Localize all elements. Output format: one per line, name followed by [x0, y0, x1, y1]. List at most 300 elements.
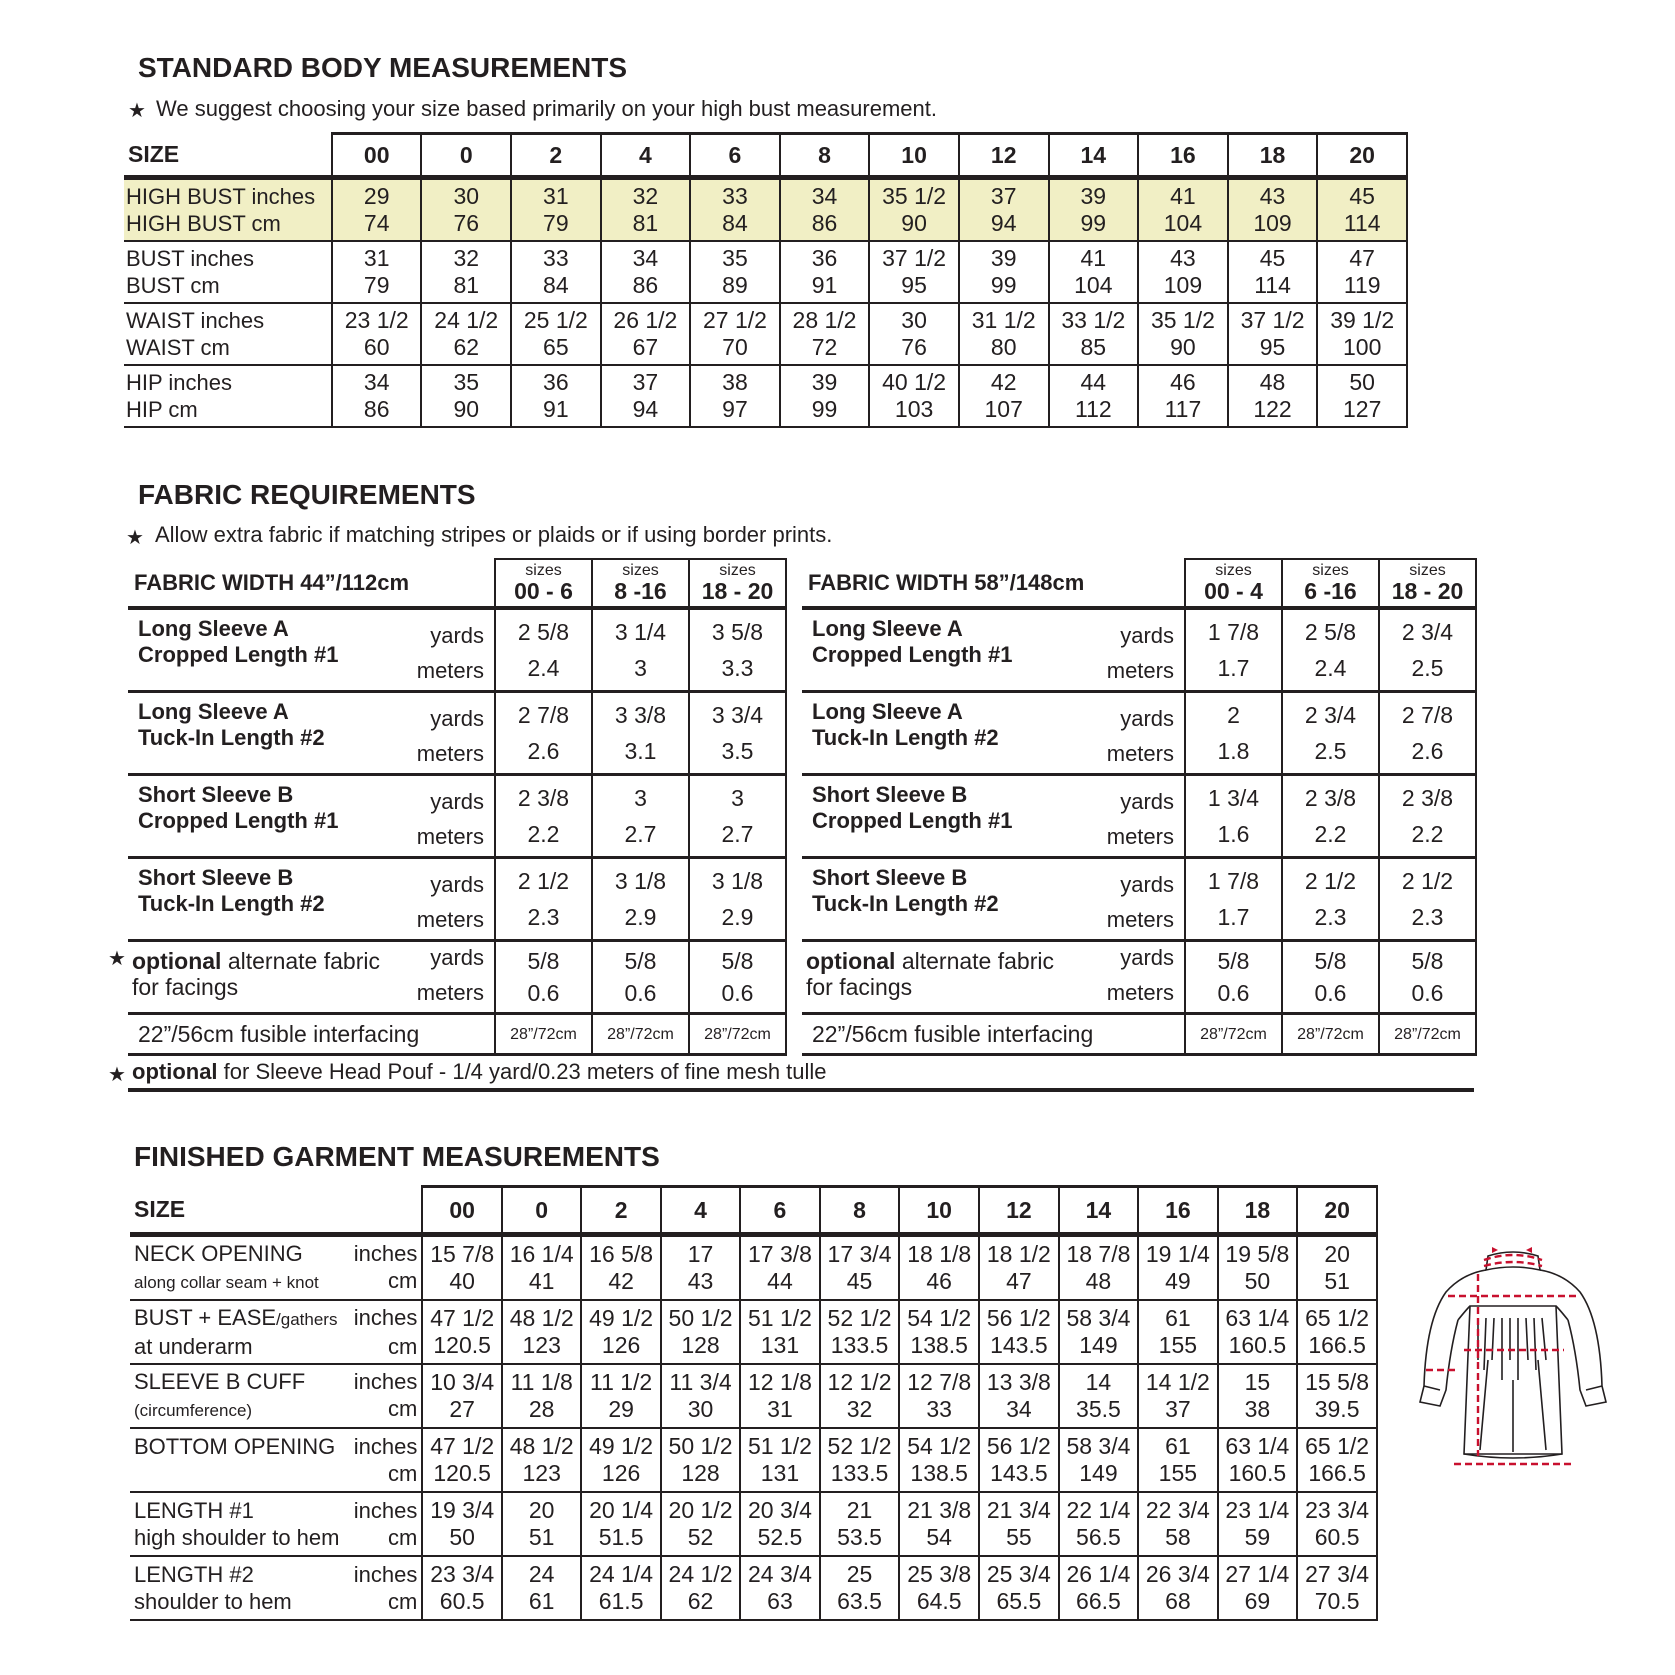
fabric-cell — [495, 941, 592, 1014]
table-cell — [332, 365, 422, 427]
star-icon: ★ — [108, 948, 126, 970]
value-inches: 24 3/4 — [747, 1561, 812, 1587]
value-inches: 51 1/2 — [747, 1305, 812, 1331]
value-cm: 97 — [722, 396, 748, 422]
optional-line1 — [132, 948, 380, 974]
value-cm: 138.5 — [910, 1460, 968, 1486]
row-label-cm: HIGH BUST cm — [126, 211, 281, 236]
table-cell — [690, 241, 780, 303]
fabric-table-44 — [128, 558, 787, 1056]
value-cm: 59 — [1244, 1524, 1271, 1550]
interfacing-value: 28”/72cm — [689, 1014, 786, 1055]
value-inches: 22 3/4 — [1145, 1497, 1210, 1523]
value-inches: 23 1/2 — [344, 307, 409, 333]
table-cell — [690, 365, 780, 427]
size-label: SIZE — [130, 1187, 422, 1235]
size-range-header — [1379, 559, 1476, 608]
value-meters: 2.3 — [1314, 904, 1347, 930]
row-label — [124, 365, 332, 427]
optional-bold: optional — [132, 948, 222, 974]
table-cell — [1297, 1300, 1377, 1364]
value-yards: 1 3/4 — [1207, 785, 1260, 811]
value-inches: 39 — [990, 245, 1017, 271]
table-cell — [421, 241, 511, 303]
value-meters: 2.6 — [1411, 738, 1444, 764]
size-header: 2 — [581, 1187, 660, 1235]
value-yards: 5/8 — [1314, 948, 1347, 974]
view-name — [138, 699, 325, 751]
table-cell — [1218, 1235, 1298, 1301]
value-cm: 65.5 — [996, 1588, 1042, 1614]
table-cell — [1138, 365, 1228, 427]
value-inches: 17 — [687, 1241, 714, 1267]
unit-yards: yards — [430, 623, 484, 648]
value-cm: 29 — [608, 1396, 634, 1422]
value-meters: 2.2 — [1314, 821, 1347, 847]
value-inches: 37 1/2 — [882, 245, 947, 271]
value-cm: 155 — [1158, 1332, 1198, 1358]
value-cm: 91 — [811, 272, 838, 298]
value-inches: 33 1/2 — [1061, 307, 1126, 333]
value-cm: 99 — [990, 272, 1017, 298]
value-cm: 55 — [1006, 1524, 1032, 1550]
unit-meters: meters — [416, 907, 484, 932]
table-cell — [740, 1556, 819, 1620]
value-cm: 46 — [926, 1268, 952, 1294]
row-label-main: BOTTOM OPENING — [134, 1434, 336, 1459]
sizes-word: sizes — [1215, 562, 1252, 579]
fabric-cell — [495, 858, 592, 941]
value-cm: 112 — [1074, 396, 1112, 422]
value-cm: 61 — [528, 1588, 555, 1614]
fabric-cell — [495, 692, 592, 775]
fabric-cell — [689, 858, 786, 941]
table-cell — [1059, 1235, 1138, 1301]
value-inches: 31 — [363, 245, 390, 271]
value-inches: 15 — [1244, 1369, 1271, 1395]
size-header: 14 — [1049, 134, 1139, 178]
value-meters: 2.7 — [624, 821, 657, 847]
finished-garment-measurements-table — [130, 1185, 1378, 1621]
value-cm: 79 — [363, 272, 390, 298]
size-header: 20 — [1297, 1187, 1377, 1235]
value-cm: 60.5 — [439, 1588, 485, 1614]
table-cell — [422, 1492, 502, 1556]
value-meters: 0.6 — [527, 980, 560, 1006]
value-yards: 2 3/4 — [1401, 619, 1454, 645]
fabric-row-label — [802, 692, 1185, 775]
sbm-header-row — [124, 134, 1407, 178]
value-inches: 48 — [1259, 369, 1286, 395]
table-cell — [780, 365, 870, 427]
view-name — [812, 782, 1012, 834]
table-cell — [1297, 1428, 1377, 1492]
table-cell — [502, 1556, 581, 1620]
table-cell — [601, 303, 691, 365]
value-inches: 34 — [632, 245, 659, 271]
value-inches: 24 1/4 — [589, 1561, 654, 1587]
value-inches: 39 — [1080, 183, 1107, 209]
optional-label — [802, 941, 1185, 1014]
value-meters: 1.7 — [1217, 655, 1250, 681]
value-cm: 166.5 — [1308, 1332, 1366, 1358]
table-cell — [1218, 1364, 1298, 1428]
value-inches: 23 1/4 — [1225, 1497, 1290, 1523]
value-inches: 39 1/2 — [1330, 307, 1395, 333]
value-cm: 138.5 — [910, 1332, 968, 1358]
value-inches: 63 1/4 — [1225, 1305, 1290, 1331]
fabric-cell — [1379, 941, 1476, 1014]
fabric-cell — [495, 608, 592, 692]
value-inches: 56 1/2 — [986, 1305, 1051, 1331]
view-length: Cropped Length #1 — [138, 808, 339, 833]
size-range: 00 - 6 — [514, 578, 573, 604]
value-cm: 39.5 — [1314, 1396, 1360, 1422]
size-header: 14 — [1059, 1187, 1138, 1235]
value-inches: 19 3/4 — [430, 1497, 495, 1523]
value-inches: 27 3/4 — [1305, 1561, 1370, 1587]
value-cm: 149 — [1079, 1332, 1118, 1358]
value-inches: 14 — [1085, 1369, 1112, 1395]
value-yards: 3 5/8 — [711, 619, 764, 645]
view-sleeve: Long Sleeve A — [138, 699, 289, 724]
value-inches: 46 — [1170, 369, 1196, 395]
value-yards: 3 — [731, 785, 744, 811]
view-length: Cropped Length #1 — [812, 642, 1013, 667]
value-inches: 18 1/8 — [907, 1241, 972, 1267]
table-cell — [1297, 1235, 1377, 1301]
view-sleeve: Short Sleeve B — [812, 865, 968, 890]
unit-cm: cm — [388, 1589, 418, 1614]
fabric-cell — [1379, 692, 1476, 775]
table-cell — [1138, 178, 1228, 242]
sizes-word: sizes — [622, 562, 659, 579]
table-cell — [740, 1364, 819, 1428]
size-header: 10 — [869, 134, 959, 178]
interfacing-value: 28”/72cm — [1185, 1014, 1282, 1055]
standard-body-measurements-table — [124, 132, 1408, 428]
table-cell — [690, 178, 780, 242]
table-cell — [959, 178, 1049, 242]
size-header: 2 — [511, 134, 601, 178]
value-inches: 37 — [990, 183, 1017, 209]
interfacing-value: 28”/72cm — [1282, 1014, 1379, 1055]
value-cm: 49 — [1165, 1268, 1191, 1294]
value-meters: 0.6 — [1217, 980, 1250, 1006]
table-cell — [1059, 1492, 1138, 1556]
table-cell — [661, 1492, 740, 1556]
value-cm: 90 — [453, 396, 480, 422]
table-cell — [661, 1428, 740, 1492]
table-row — [124, 178, 1407, 242]
value-inches: 11 3/4 — [669, 1369, 732, 1395]
table-cell — [1138, 1428, 1217, 1492]
table-cell — [421, 303, 511, 365]
value-yards: 3 — [634, 785, 647, 811]
value-yards: 2 3/8 — [1401, 785, 1454, 811]
row-label-inches: WAIST inches — [126, 308, 265, 333]
size-header: 16 — [1138, 134, 1228, 178]
table-row — [130, 1428, 1377, 1492]
value-cm: 64.5 — [916, 1588, 962, 1614]
value-cm: 84 — [543, 272, 569, 298]
value-cm: 114 — [1254, 272, 1291, 298]
fabric-cell — [1379, 608, 1476, 692]
value-inches: 17 3/8 — [747, 1241, 812, 1267]
view-name — [138, 616, 338, 668]
table-row — [130, 1364, 1377, 1428]
value-cm: 51 — [1324, 1268, 1350, 1294]
value-inches: 11 1/2 — [589, 1369, 653, 1395]
value-inches: 18 7/8 — [1066, 1241, 1131, 1267]
table-cell — [1228, 303, 1318, 365]
value-inches: 11 1/8 — [510, 1369, 573, 1395]
fabric-row-label — [802, 858, 1185, 941]
size-header: 0 — [502, 1187, 581, 1235]
table-cell — [581, 1428, 660, 1492]
table-cell — [780, 178, 870, 242]
fabric-row — [128, 608, 786, 692]
row-label-main: BUST + EASE — [134, 1305, 277, 1330]
row-label-line2 — [134, 1524, 421, 1551]
value-cm: 131 — [760, 1460, 800, 1486]
fabric-cell — [1185, 941, 1282, 1014]
size-header: 00 — [332, 134, 422, 178]
unit-inches: inches — [353, 1369, 418, 1394]
value-inches: 22 1/4 — [1066, 1497, 1131, 1523]
value-inches: 20 3/4 — [747, 1497, 812, 1523]
fabric-row-label — [802, 775, 1185, 858]
value-inches: 31 1/2 — [971, 307, 1036, 333]
value-cm: 94 — [990, 210, 1017, 236]
value-yards: 3 1/8 — [711, 868, 764, 894]
fabric-cell — [689, 775, 786, 858]
value-meters: 0.6 — [624, 980, 657, 1006]
row-label-main: SLEEVE B CUFF — [134, 1369, 306, 1394]
value-cm: 160.5 — [1228, 1460, 1287, 1486]
sizes-word: sizes — [525, 562, 562, 579]
size-header: 8 — [820, 1187, 900, 1235]
value-cm: 35.5 — [1076, 1396, 1121, 1422]
interfacing-value: 28”/72cm — [592, 1014, 689, 1055]
value-inches: 25 — [846, 1561, 873, 1587]
table-cell — [1228, 241, 1318, 303]
value-cm: 34 — [1006, 1396, 1032, 1422]
unit-yards: yards — [1120, 872, 1174, 897]
row-label-line1 — [134, 1433, 421, 1460]
table-cell — [1138, 241, 1228, 303]
value-cm: 45 — [846, 1268, 873, 1294]
value-inches: 12 1/8 — [747, 1369, 812, 1395]
fabric-title: FABRIC REQUIREMENTS — [138, 479, 476, 510]
table-cell — [740, 1235, 819, 1301]
unit-yards: yards — [430, 706, 484, 731]
table-cell — [1049, 365, 1139, 427]
value-cm: 31 — [767, 1396, 793, 1422]
value-inches: 23 3/4 — [1305, 1497, 1370, 1523]
table-row — [130, 1235, 1377, 1301]
table-cell — [422, 1300, 502, 1364]
value-cm: 51.5 — [598, 1524, 644, 1550]
size-header: 12 — [959, 134, 1049, 178]
row-label-cm: BUST cm — [126, 273, 220, 298]
value-cm: 100 — [1342, 334, 1382, 360]
fabric-cell — [1282, 858, 1379, 941]
table-cell — [661, 1556, 740, 1620]
row-label-desc: along collar seam + knot — [134, 1273, 319, 1292]
value-inches: 17 3/4 — [827, 1241, 892, 1267]
row-label-main: LENGTH #1 — [134, 1498, 254, 1523]
fabric-cell — [689, 608, 786, 692]
value-inches: 58 3/4 — [1066, 1305, 1131, 1331]
optional-line2: for facings — [132, 974, 239, 1000]
fabric-width-header: FABRIC WIDTH 58”/148cm — [802, 559, 1185, 608]
fabric-cell — [689, 692, 786, 775]
fabric-row — [802, 858, 1476, 941]
tulle-note — [128, 1052, 1474, 1092]
unit-cm: cm — [388, 1268, 418, 1293]
optional-text — [132, 948, 380, 1000]
value-cm: 128 — [681, 1460, 720, 1486]
value-cm: 76 — [901, 334, 927, 360]
view-length: Cropped Length #1 — [138, 642, 339, 667]
value-meters: 1.6 — [1217, 821, 1250, 847]
table-cell — [1138, 303, 1228, 365]
value-cm: 63 — [767, 1588, 793, 1614]
value-inches: 45 — [1259, 245, 1286, 271]
table-cell — [1317, 365, 1407, 427]
size-header: 00 — [422, 1187, 502, 1235]
value-inches: 12 7/8 — [907, 1369, 972, 1395]
row-label-line2 — [134, 1588, 421, 1615]
row-label-line2 — [134, 1333, 421, 1360]
table-cell — [820, 1556, 900, 1620]
size-header: 18 — [1228, 134, 1318, 178]
view-sleeve: Short Sleeve B — [812, 782, 968, 807]
value-cm: 74 — [363, 210, 390, 236]
table-cell — [820, 1428, 900, 1492]
unit-yards: yards — [1120, 945, 1174, 970]
value-yards: 5/8 — [1411, 948, 1444, 974]
value-cm: 43 — [687, 1268, 714, 1294]
value-inches: 15 5/8 — [1305, 1369, 1370, 1395]
size-range-header — [592, 559, 689, 608]
optional-line2: for facings — [806, 974, 913, 1000]
value-cm: 126 — [601, 1460, 641, 1486]
row-label — [130, 1300, 422, 1364]
value-cm: 40 — [449, 1268, 475, 1294]
size-header: 6 — [690, 134, 780, 178]
value-inches: 39 — [811, 369, 838, 395]
value-inches: 50 1/2 — [668, 1305, 733, 1331]
sbm-title: STANDARD BODY MEASUREMENTS — [138, 52, 627, 83]
value-cm: 50 — [449, 1524, 475, 1550]
table-cell — [959, 365, 1049, 427]
row-label — [130, 1556, 422, 1620]
value-cm: 62 — [453, 334, 480, 360]
size-range-header — [495, 559, 592, 608]
value-meters: 2.6 — [527, 738, 560, 764]
table-cell — [502, 1428, 581, 1492]
value-meters: 1.8 — [1217, 738, 1250, 764]
view-length: Tuck-In Length #2 — [812, 891, 999, 916]
value-inches: 52 1/2 — [827, 1433, 892, 1459]
unit-cm: cm — [388, 1396, 418, 1421]
fabric-row — [802, 692, 1476, 775]
unit-meters: meters — [1106, 907, 1174, 932]
value-meters: 2.9 — [721, 904, 754, 930]
table-cell — [1297, 1556, 1377, 1620]
fabric-cell — [592, 941, 689, 1014]
row-label-line1 — [134, 1304, 421, 1333]
table-cell — [780, 241, 870, 303]
value-inches: 21 3/8 — [907, 1497, 972, 1523]
size-header: 4 — [601, 134, 691, 178]
value-cm: 117 — [1164, 396, 1202, 422]
value-cm: 52 — [687, 1524, 714, 1550]
value-inches: 56 1/2 — [986, 1433, 1051, 1459]
fabric-row — [128, 858, 786, 941]
table-cell — [1297, 1364, 1377, 1428]
value-inches: 48 1/2 — [509, 1305, 574, 1331]
table-cell — [601, 365, 691, 427]
blouse-measurement-illustration — [1418, 1240, 1608, 1470]
value-inches: 35 1/2 — [882, 183, 947, 209]
table-cell — [1138, 1556, 1217, 1620]
view-length: Tuck-In Length #2 — [138, 725, 325, 750]
row-label-main: LENGTH #2 — [134, 1562, 254, 1587]
value-cm: 123 — [522, 1332, 561, 1358]
row-label-inches: HIP inches — [126, 370, 232, 395]
table-cell — [979, 1556, 1059, 1620]
value-cm: 38 — [1244, 1396, 1271, 1422]
table-cell — [1218, 1492, 1298, 1556]
value-cm: 109 — [1253, 210, 1292, 236]
value-inches: 16 1/4 — [509, 1241, 574, 1267]
value-inches: 25 3/4 — [986, 1561, 1051, 1587]
fabric-cell — [592, 858, 689, 941]
table-cell — [511, 178, 601, 242]
row-label-desc: at underarm — [134, 1334, 253, 1359]
value-cm: 47 — [1006, 1268, 1032, 1294]
fabric-row-label — [128, 775, 495, 858]
value-cm: 81 — [632, 210, 659, 236]
table-cell — [1317, 303, 1407, 365]
value-cm: 104 — [1074, 272, 1113, 298]
value-cm: 90 — [901, 210, 927, 236]
fabric-row-label — [802, 608, 1185, 692]
value-yards: 3 1/4 — [614, 619, 667, 645]
value-inches: 47 1/2 — [430, 1433, 495, 1459]
table-cell — [820, 1492, 900, 1556]
tulle-bold: optional — [132, 1059, 218, 1084]
value-meters: 3.3 — [721, 655, 754, 681]
value-inches: 44 — [1080, 369, 1107, 395]
value-yards: 2 3/8 — [1304, 785, 1357, 811]
row-label-line1 — [134, 1497, 421, 1524]
unit-yards: yards — [430, 872, 484, 897]
unit-yards: yards — [430, 945, 484, 970]
value-yards: 1 7/8 — [1207, 868, 1260, 894]
value-cm: 53.5 — [837, 1524, 882, 1550]
row-label-desc: shoulder to hem — [134, 1589, 292, 1614]
fabric-cell — [1379, 858, 1476, 941]
value-inches: 42 — [990, 369, 1017, 395]
value-cm: 63.5 — [837, 1588, 882, 1614]
value-cm: 76 — [453, 210, 480, 236]
fabric-cell — [1379, 775, 1476, 858]
value-cm: 86 — [363, 396, 390, 422]
